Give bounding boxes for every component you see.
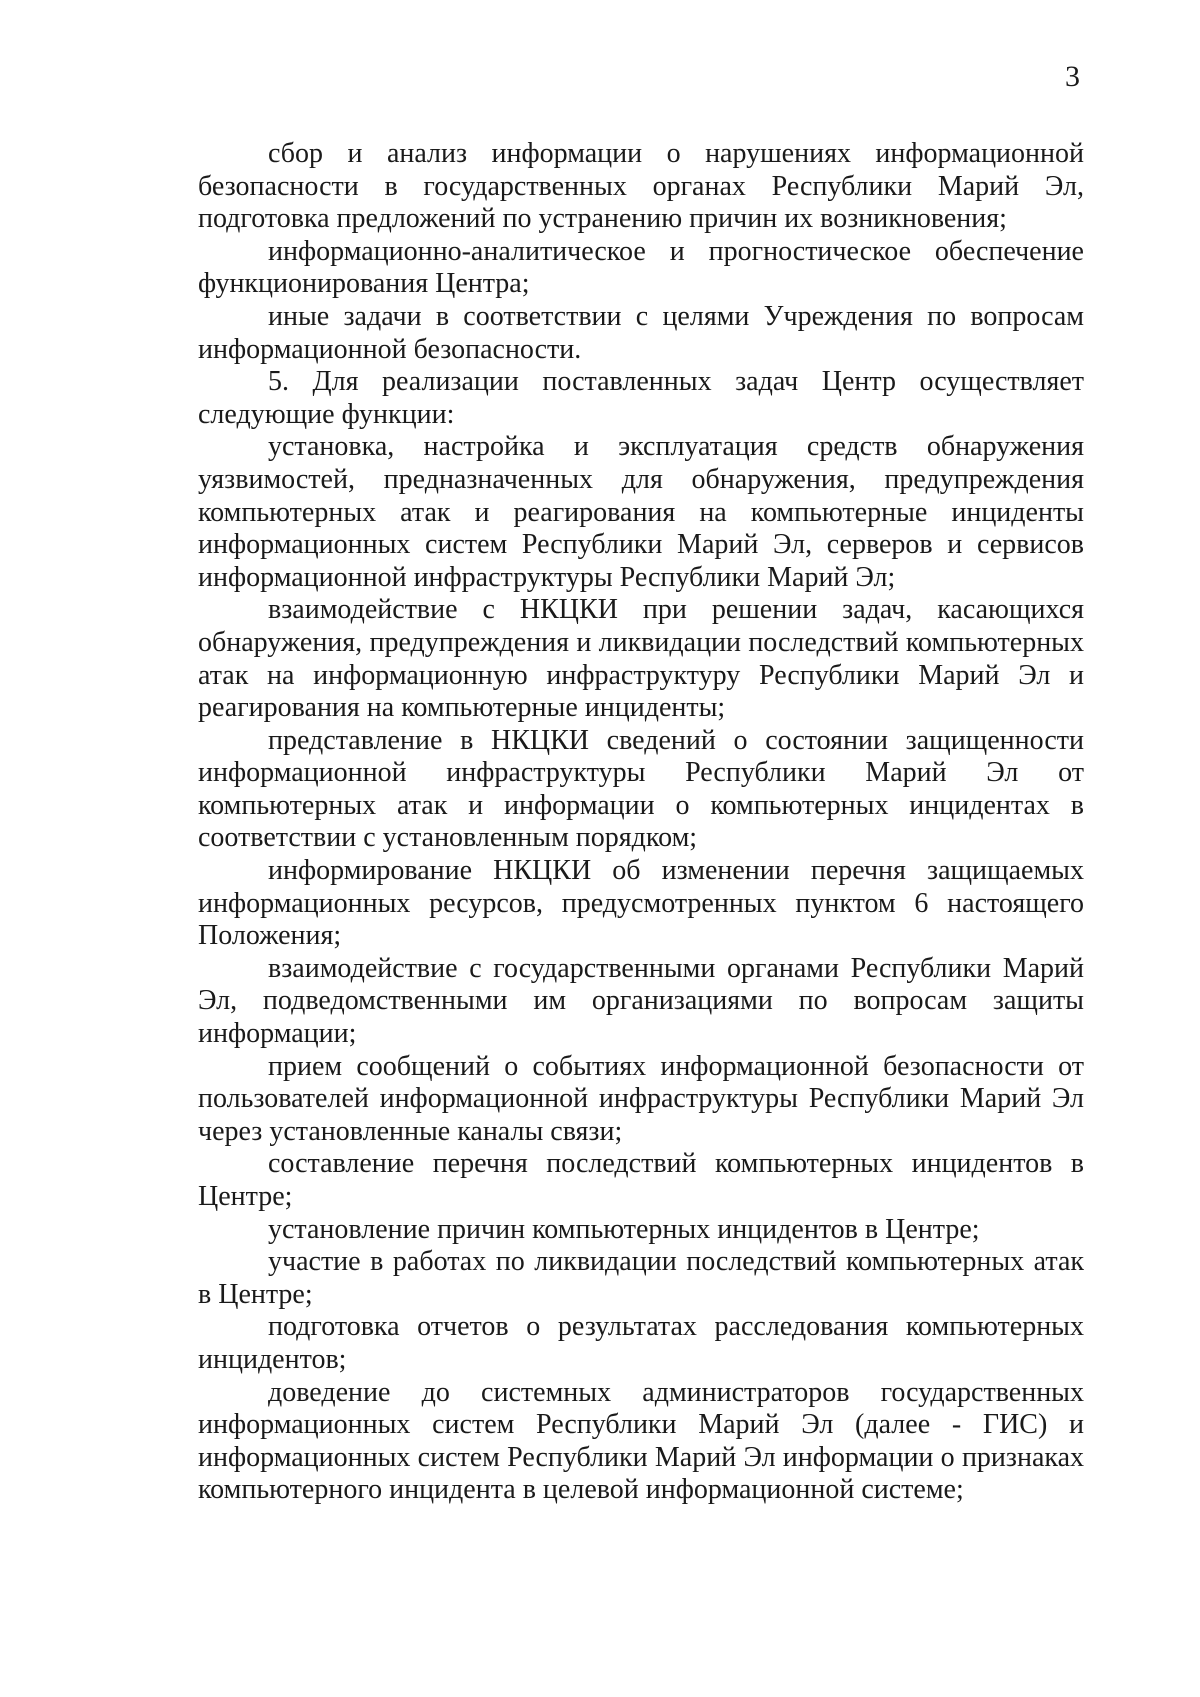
paragraph-consequences-list: составление перечня последствий компьютерных инцидентов в Центре;: [198, 1148, 1084, 1212]
paragraph-nkcki-resource-changes: информирование НКЦКИ об изменении перечня защищаемых информационных ресурсов, предусмотренных пунктом 6 настоящего Положения;: [198, 855, 1084, 952]
paragraph-nkcki-interaction: взаимодействие с НКЦКИ при решении задач, касающихся обнаружения, предупреждения и ликвидации последствий компьютерных атак на информационную инфраструктуру Республики Марий Эл и реагирования на компьютерные инциденты;: [198, 594, 1084, 724]
document-body: [198, 138, 1084, 1507]
paragraph-functions-intro: 5. Для реализации поставленных задач Центр осуществляет следующие функции:: [198, 366, 1084, 430]
paragraph-other-tasks: иные задачи в соответствии с целями Учреждения по вопросам информационной безопасности.: [198, 300, 1084, 365]
paragraph-analytics-support: информационно-аналитическое и прогностическое обеспечение функционирования Центра;: [198, 235, 1084, 300]
paragraph-event-reports: прием сообщений о событиях информационной безопасности от пользователей информационной инфраструктуры Республики Марий Эл через установленные каналы связи;: [198, 1050, 1084, 1147]
paragraph-attack-liquidation: участие в работах по ликвидации последствий компьютерных атак в Центре;: [198, 1246, 1084, 1310]
paragraph-vulnerability-tools: установка, настройка и эксплуатация средств обнаружения уязвимостей, предназначенных для обнаружения, предупреждения компьютерных атак и реагирования на компьютерные инциденты информационных систем Республики Марий Эл, серверов и сервисов информационной инфраструктуры Республики Марий Эл;: [198, 431, 1084, 593]
page-number: 3: [1065, 60, 1080, 93]
paragraph-violations-analysis: сбор и анализ информации о нарушениях информационной безопасности в государственных органах Республики Марий Эл, подготовка предложений по устранению причин их возникновения;: [198, 138, 1084, 235]
paragraph-agency-interaction: взаимодействие с государственными органами Республики Марий Эл, подведомственными им организациями по вопросам защиты информации;: [198, 952, 1084, 1050]
paragraph-admin-notification: доведение до системных администраторов государственных информационных систем Республики Марий Эл (далее - ГИС) и информационных систем Республики Марий Эл информации о признаках компьютерного инцидента в целевой информационной системе;: [198, 1376, 1084, 1506]
paragraph-nkcki-reporting: представление в НКЦКИ сведений о состоянии защищенности информационной инфраструктуры Республики Марий Эл от компьютерных атак и информации о компьютерных инцидентах в соответствии с установленным порядком;: [198, 724, 1084, 854]
paragraph-incident-causes: установление причин компьютерных инцидентов в Центре;: [268, 1213, 980, 1245]
paragraph-investigation-reports: подготовка отчетов о результатах расследования компьютерных инцидентов;: [198, 1311, 1084, 1375]
